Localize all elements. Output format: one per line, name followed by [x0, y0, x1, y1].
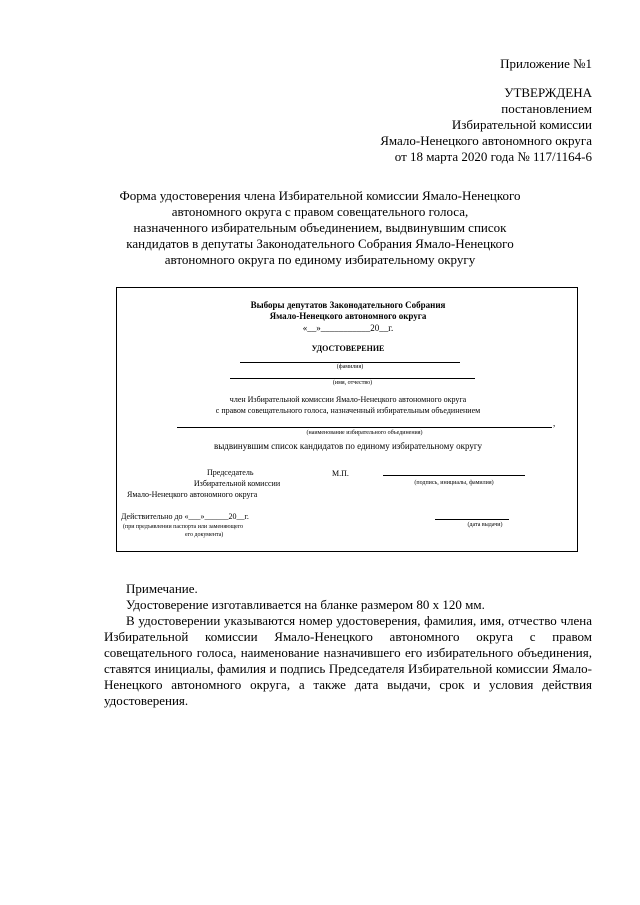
note-paragraph-2: В удостоверении указываются номер удостоверения, фамилия, имя, отчество члена Избирательной комиссии Ямало-Ненецкого автономного округа с правом совещательного голоса, наименование назначившего его избирательного объединения, ставятся инициалы, фамилия и подпись Председателя Избирательной комиссии Ямало-Ненецкого автономного округа, а также дата выдачи, срок и условия действия удостоверения. — [104, 613, 592, 708]
signature-line — [383, 475, 525, 476]
certificate-heading: УДОСТОВЕРЕНИЕ — [311, 344, 385, 353]
signature-caption: (подпись, инициалы, фамилия) — [414, 480, 494, 486]
election-date-line: «__»___________20__г. — [302, 323, 394, 333]
certificate-card — [116, 287, 578, 552]
election-line-1: Выборы депутатов Законодательного Собрания — [250, 300, 446, 310]
form-title-line: назначенного избирательным объединением, выдвинувшим список — [133, 220, 507, 235]
chair-line-2: Избирательной комиссии — [193, 479, 281, 488]
association-line — [177, 427, 552, 428]
issue-date-line — [435, 519, 509, 520]
chair-line-1: Председатель — [207, 468, 254, 477]
note-paragraph-1: Удостоверение изготавливается на бланке размером 80 х 120 мм. — [126, 597, 485, 612]
stamp-place: М.П. — [332, 469, 349, 478]
approved-line-2: Избирательной комиссии — [451, 117, 592, 132]
valid-caption-2: его документа) — [185, 532, 224, 538]
approved-line-1: постановлением — [501, 101, 592, 116]
association-caption: (наименование избирательного объединения) — [306, 430, 423, 436]
surname-caption: (фамилия) — [336, 364, 364, 370]
approved-heading: УТВЕРЖДЕНА — [504, 85, 592, 100]
member-line-1: член Избирательной комиссии Ямало-Ненецкого автономного округа — [229, 395, 467, 404]
form-title-line: Форма удостоверения члена Избирательной комиссии Ямало-Ненецкого — [119, 188, 521, 203]
election-line-2: Ямало-Ненецкого автономного округа — [269, 311, 427, 321]
surname-line — [240, 362, 460, 363]
member-line-2: с правом совещательного голоса, назначенный избирательным объединением — [215, 406, 481, 415]
nominated-line: выдвинувшим список кандидатов по единому избирательному округу — [213, 441, 483, 451]
form-title — [80, 188, 560, 268]
appendix-number: Приложение №1 — [500, 56, 592, 71]
valid-until: Действительно до «___»______20__г. — [121, 512, 249, 521]
name-line — [230, 378, 475, 379]
association-comma: , — [553, 418, 556, 428]
approved-line-3: Ямало-Ненецкого автономного округа — [380, 133, 592, 148]
form-title-line: автономного округа по единому избирательному округу — [164, 252, 476, 267]
valid-caption-1: (при предъявлении паспорта или заменяющего — [123, 524, 244, 530]
approved-line-4: от 18 марта 2020 года № 117/1164-6 — [394, 149, 592, 164]
issue-caption: (дата выдачи) — [467, 522, 503, 528]
note-heading: Примечание. — [126, 581, 198, 596]
chair-line-3: Ямало-Ненецкого автономного округа — [127, 490, 258, 499]
form-title-line: кандидатов в депутаты Законодательного Собрания Ямало-Ненецкого — [126, 236, 514, 251]
name-caption: (имя, отчество) — [332, 380, 373, 386]
form-title-line: автономного округа с правом совещательного голоса, — [171, 204, 469, 219]
